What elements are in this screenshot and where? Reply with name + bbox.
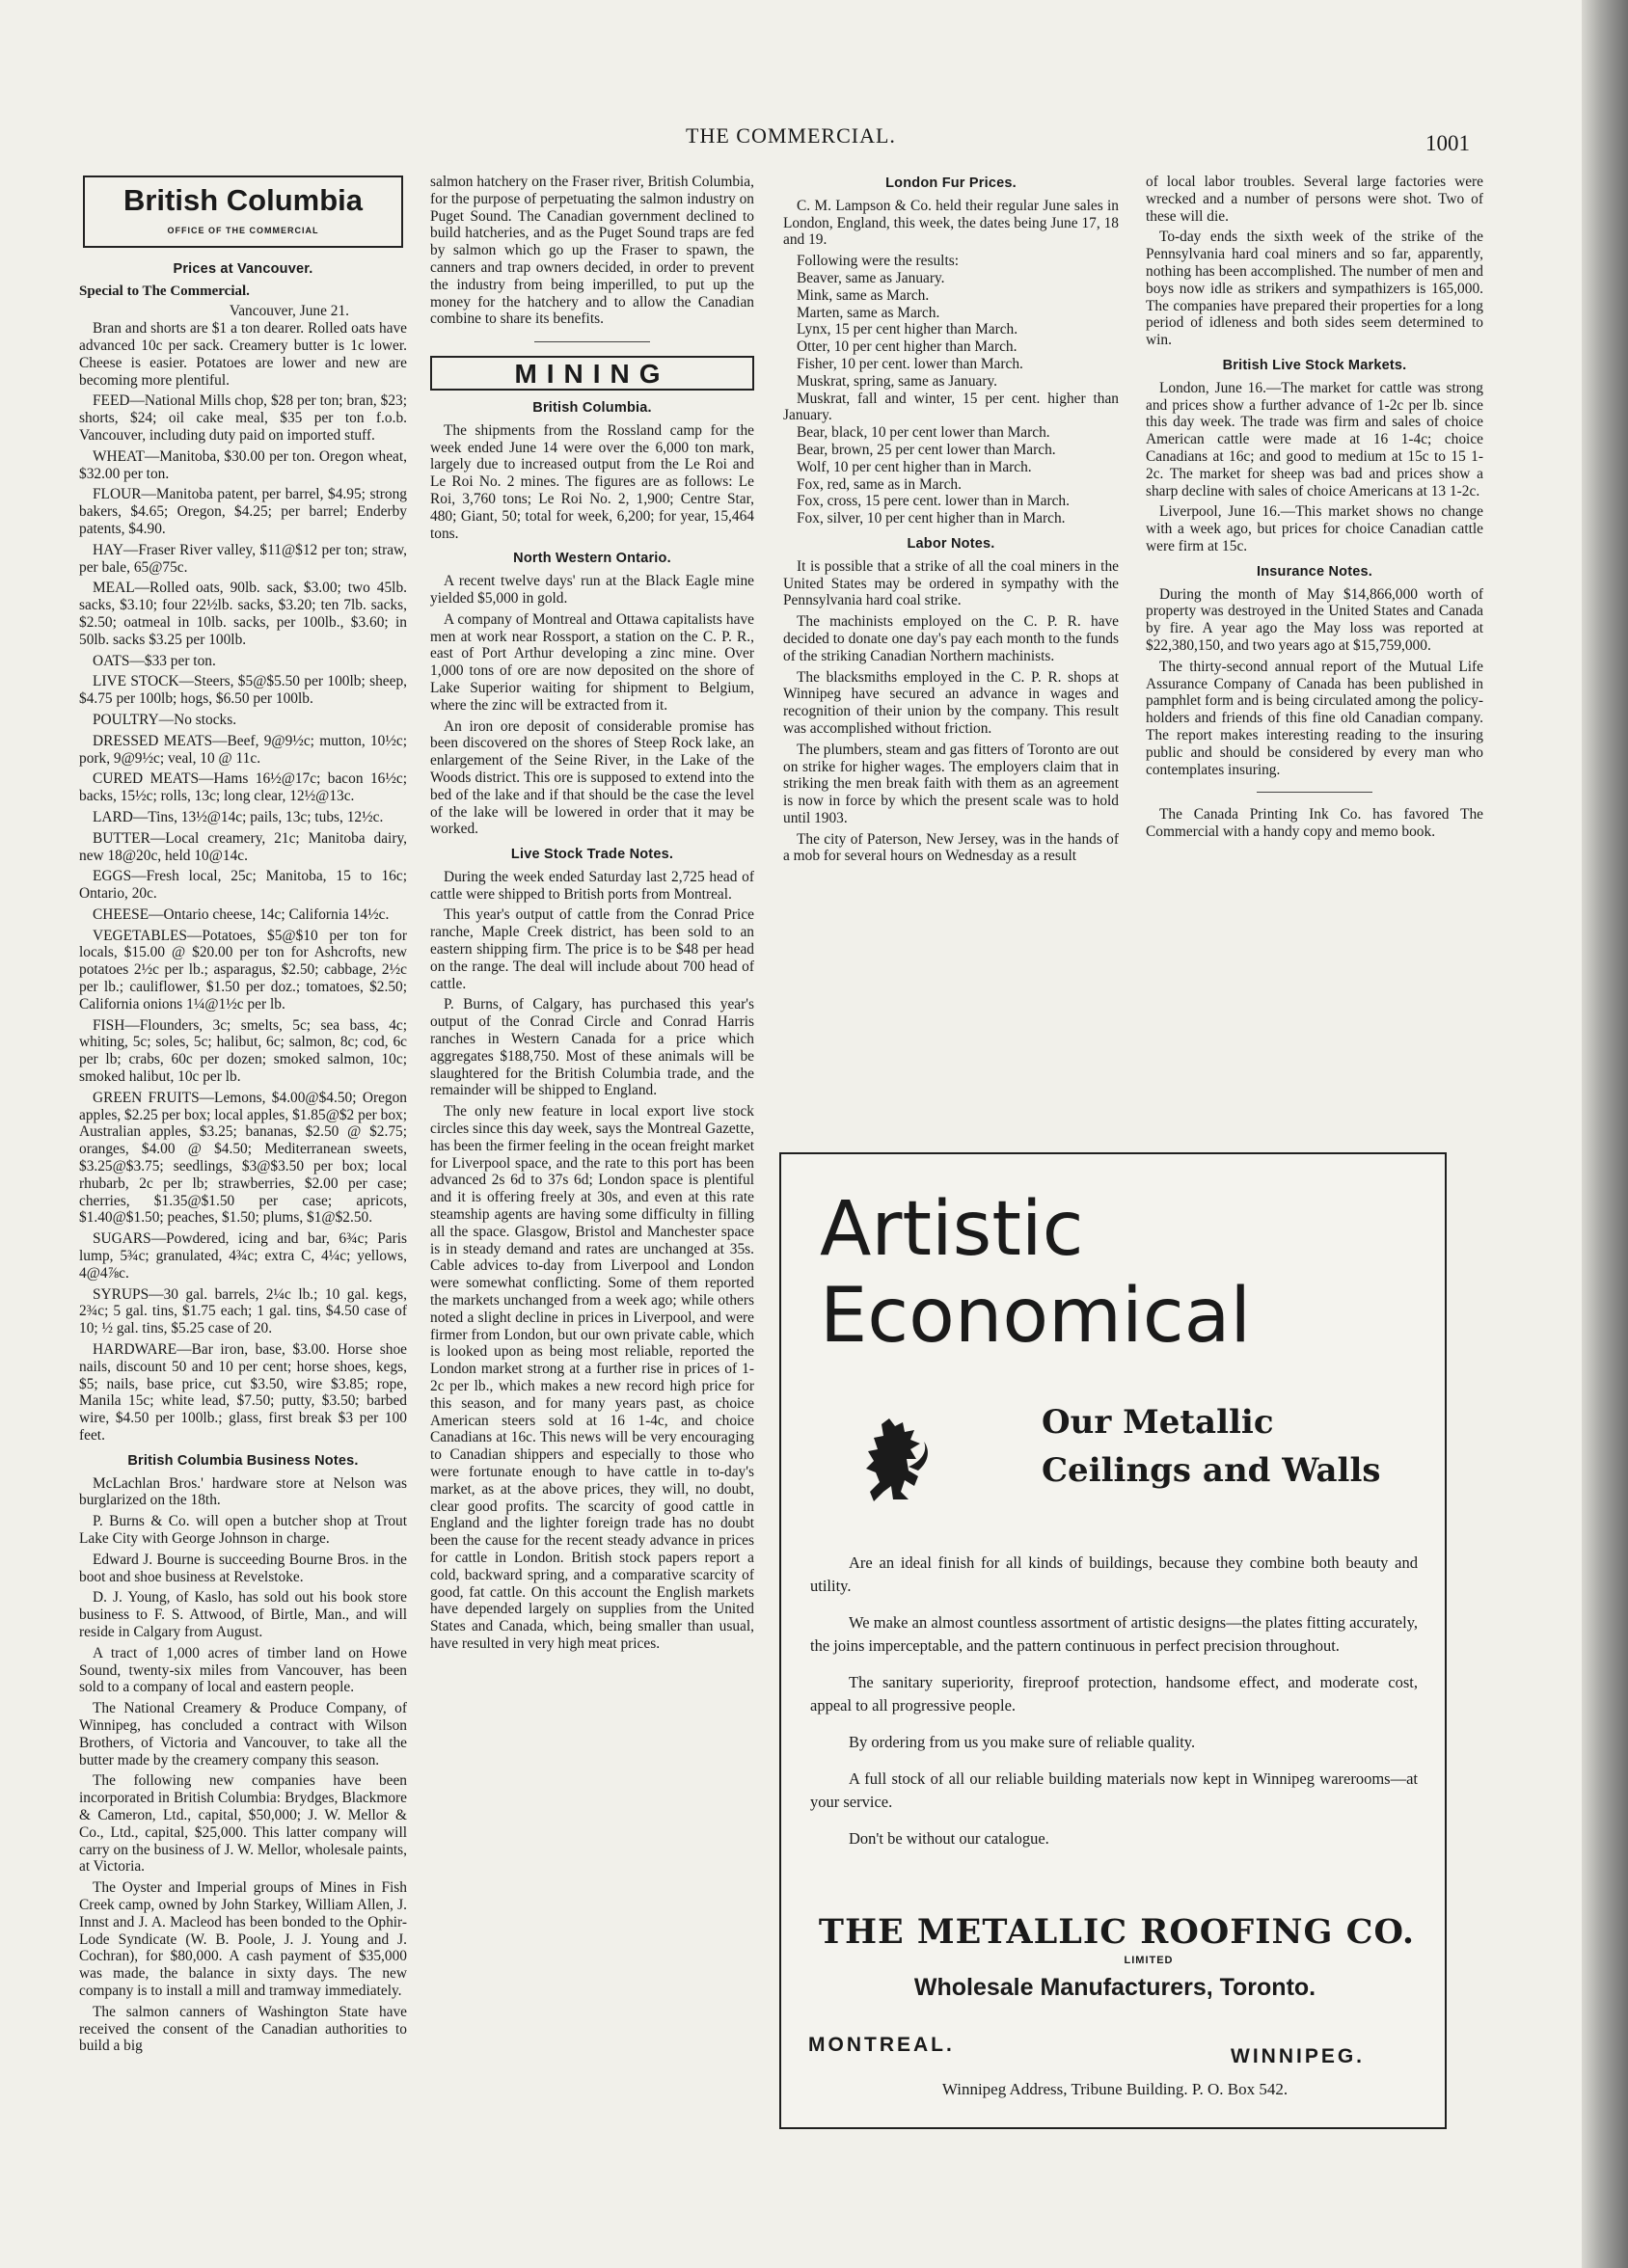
running-title: THE COMMERCIAL. [686, 123, 896, 148]
british-livestock-heading: British Live Stock Markets. [1222, 357, 1407, 373]
news-paragraph: D. J. Young, of Kaslo, has sold out his book store business to F. S. Attwood, of Birtle, Man., and will reside in Calgary from August. [79, 1589, 407, 1640]
ad-subhead-ceilings-walls: Ceilings and Walls [1042, 1451, 1381, 1490]
news-paragraph: This year's output of cattle from the Conrad Price ranche, Maple Creek district, has been sold to an eastern shipping firm. The price is to be $48 per head on the range. The deal will include about 700 head of cattle. [430, 906, 754, 992]
fur-line: Otter, 10 per cent higher than March. [797, 338, 1018, 356]
metallic-roofing-advertisement [779, 1152, 1447, 2129]
ad-company-name: THE METALLIC ROOFING CO. [818, 1912, 1416, 1952]
labor-heading: Labor Notes. [907, 535, 995, 552]
fur-line: Mink, same as March. [797, 286, 930, 304]
news-paragraph: The salmon canners of Washington State have received the consent of the Canadian authorities to build a big [79, 2003, 407, 2055]
news-paragraph: Edward J. Bourne is succeeding Bourne Bros. in the boot and shoe business at Revelstoke. [79, 1551, 407, 1585]
fur-line: Fox, red, same as in March. [797, 475, 962, 493]
ad-paragraph: By ordering from us you make sure of reliable quality. [849, 1733, 1196, 1751]
fur-line: Beaver, same as January. [797, 269, 945, 286]
fur-heading: London Fur Prices. [885, 176, 1017, 191]
fur-results-intro: Following were the results: [797, 253, 959, 270]
news-paragraph: The city of Paterson, New Jersey, was in the hands of a mob for several hours on Wednesday as a result [783, 830, 1119, 865]
news-paragraph: During the week ended Saturday last 2,725 head of cattle were shipped to British ports from Montreal. [430, 868, 754, 903]
news-paragraph: The blacksmiths employed in the C. P. R. shops at Winnipeg have secured an advance in wages and recognition of their union by the company. This result was accomplished without friction. [783, 668, 1119, 737]
news-paragraph: To-day ends the sixth week of the strike of the Pennsylvania hard coal miners and so far, apparently, nothing has been accomplished. The number of men and boys now idle as strikers and sympathizers is 165,000. The companies have prepared their properties for a long period of idleness and both sides seem determined to win. [1146, 229, 1483, 349]
market-paragraph: SUGARS—Powdered, icing and bar, 6¾c; Paris lump, 5¾c; granulated, 4¾c; extra C, 4¼c; yellows, 4@4⅞c. [79, 1230, 407, 1282]
british-columbia-box [83, 176, 403, 248]
market-paragraph: BUTTER—Local creamery, 21c; Manitoba dairy, new 18@20c, held 10@14c. [79, 829, 407, 864]
fur-line: Bear, black, 10 per cent lower than March. [797, 424, 1050, 442]
column-1 [79, 174, 407, 2141]
column-3 [783, 174, 1119, 1099]
fur-line: Muskrat, spring, same as January. [797, 372, 998, 390]
fur-line: Marten, same as March. [797, 304, 940, 321]
mining-bc-heading: British Columbia. [532, 399, 652, 416]
fur-line: Fox, cross, 15 pere cent. lower than in March. [797, 493, 1070, 510]
fur-line: Fisher, 10 per cent. lower than March. [797, 355, 1023, 372]
ad-paragraph: A full stock of all our reliable building materials now kept in Winnipeg warerooms—at your service. [810, 1769, 1418, 1811]
news-paragraph: The thirty-second annual report of the Mutual Life Assurance Company of Canada has been published in pamphlet form and is being circulated among the policy-holders and friends of this fine old Canadian company. The report makes interesting reading to the insuring public and should be considered by every man who contemplates insuring. [1146, 658, 1483, 778]
news-paragraph: The Oyster and Imperial groups of Mines in Fish Creek camp, owned by John Starkey, William Allen, J. Innst and J. A. Macleod has been bonded to the Ophir-Lode Syndicate (W. B. Poole, J. J. Young and J. Cochran), for $80,000. A cash payment of $35,000 was made, the balance in sixty days. The new company is to install a mill and tramway immediately. [79, 1879, 407, 1999]
news-paragraph: McLachlan Bros.' hardware store at Nelson was burglarized on the 18th. [79, 1474, 407, 1509]
ad-headline-economical: Economical [820, 1273, 1252, 1360]
market-paragraph: MEAL—Rolled oats, 90lb. sack, $3.00; two 45lb. sacks, $3.10; four 22½lb. sacks, $3.20; ten 7lb. sacks, $2.50; oatmeal in 10lb. sacks, per 100lb., $3.60; in 50lb. sacks $3.25 per 100lb. [79, 580, 407, 648]
special-line: Special to The Commercial. [79, 283, 250, 299]
column-2 [430, 174, 754, 2141]
news-paragraph: The only new feature in local export live stock circles since this day week, says the Montreal Gazette, has been the firmer feeling in the ocean freight market for Liverpool space, and the rate to this port has been advanced 2s 6d to 37s 6d; London space is plentiful and it is offering freely at 30s, and even at this rate steamship agents are having some difficulty in filling all the space. Glasgow, Bristol and Manchester space is in steady demand and rates are unchanged at 35s. Cable advices to-day from Liverpool and London were somewhat conflicting. Some of them reported the markets unchanged from a week ago; while others noted a slight decline in prices in Liverpool, and were firmer from London, but our own private cable, which is looked upon as being most reliable, reported the London market strong at a further rise in prices of 1-2c per lb., which makes a new record high price for this season, and for many years past, as choice American steers sold at 16 1-4c, and choice Canadians at 16c. This news will be very encouraging to Canadian shippers and especially to those who were fortunate enough to have cattle in to-day's market, as at the above prices, they will, no doubt, clear good profits. The scarcity of good cattle in England and the lighter foreign trade has no doubt been the cause for the recent steady advance in prices for cattle in London. British stock papers report a cold, backward spring, and a comparative scarcity of good, fat cattle. On this account the English markets have depended largely on supplies from the United States and Canada, which, being smaller than usual, have resulted in very high meat prices. [430, 1103, 754, 1652]
market-paragraph: FISH—Flounders, 3c; smelts, 5c; sea bass, 4c; whiting, 5c; soles, 5c; halibut, 6c; salmon, 8c; cod, 6c per lb; crabs, 60c per dozen; smoked salmon, 10c; smoked halibut, 10c per lb. [79, 1016, 407, 1086]
news-paragraph: The National Creamery & Produce Company, of Winnipeg, has concluded a contract with Wilson Brothers, of Victoria and Vancouver, to take all the butter made by the creamery company this season. [79, 1700, 407, 1768]
market-paragraph: LIVE STOCK—Steers, $5@$5.50 per 100lb; sheep, $4.75 per 100lb; hogs, $6.50 per 100lb. [79, 673, 407, 708]
fur-line: Wolf, 10 per cent higher than in March. [797, 458, 1032, 475]
market-paragraph: POULTRY—No stocks. [93, 711, 237, 728]
news-paragraph: A recent twelve days' run at the Black Eagle mine yielded $5,000 in gold. [430, 573, 754, 607]
news-paragraph: The Canada Printing Ink Co. has favored The Commercial with a handy copy and memo book. [1146, 806, 1483, 841]
market-paragraph: FLOUR—Manitoba patent, per barrel, $4.95; strong bakers, $4.65; Oregon, $4.25; per barrel; Enderby patents, $4.90. [79, 486, 407, 537]
ad-city-montreal: MONTREAL. [808, 2034, 955, 2056]
news-paragraph: London, June 16.—The market for cattle was strong and prices show a further advance of 1-2c per lb. since this day week. The trade was firm and sales of choice American cattle were made at 16 1-4c; choice Canadians at 16c; and good to medium at 15c to 15 1-2c. The market for sheep was bad and prices show a sharp decline with sales of choice Americans at 13 1-2c. [1146, 379, 1483, 500]
market-paragraph: EGGS—Fresh local, 25c; Manitoba, 15 to 16c; Ontario, 20c. [79, 868, 407, 903]
divider [1257, 792, 1372, 793]
news-paragraph: Liverpool, June 16.—This market shows no change with a week ago, but prices for choice Canadian cattle were firm at 15c. [1146, 503, 1483, 554]
market-paragraph: VEGETABLES—Potatoes, $5@$10 per ton for locals, $15.00 @ $20.00 per ton for Ashcrofts, new potatoes 2½c per lb.; asparagus, $2.50; cabbage, 2½c per lb.; cauliflower, $1.50 per doz.; tomatoes, $2.50; California onions 1¼@1½c per lb. [79, 927, 407, 1012]
market-paragraph: OATS—$33 per ton. [93, 652, 216, 669]
box-title: British Columbia [122, 183, 363, 217]
market-paragraph: DRESSED MEATS—Beef, 9@9½c; mutton, 10½c; pork, 9@9½c; veal, 10 @ 11c. [79, 732, 407, 767]
ad-address: Winnipeg Address, Tribune Building. P. O. Box 542. [941, 2080, 1289, 2098]
market-paragraph: FEED—National Mills chop, $28 per ton; bran, $23; shorts, $24; oil cake meal, $35 per ton f.o.b. Vancouver, including duty paid on imported stuff. [79, 392, 407, 444]
ad-paragraph: Are an ideal finish for all kinds of buildings, because they combine both beauty and utility. [810, 1553, 1418, 1595]
market-paragraph: LARD—Tins, 13½@14c; pails, 13c; tubs, 12½c. [93, 808, 384, 825]
page-number: 1001 [1425, 131, 1470, 155]
market-paragraph: HARDWARE—Bar iron, base, $3.00. Horse shoe nails, discount 50 and 10 per cent; horse shoes, kegs, $5; nails, base price, cut $3.50, wire $3.85; rope, Manila 15c; white lead, $7.50; putty, $3.50; barbed wire, $4.50 per 100lb.; glass, first break $3 per 100 feet. [79, 1341, 407, 1444]
news-paragraph: The shipments from the Rossland camp for the week ended June 14 were over the 6,000 ton mark, largely due to increased output from the Le Roi and Le Roi No. 2 mines. The figures are as follows: Le Roi, 3,760 tons; Le Roi No. 2, 1,900; Centre Star, 480; Giant, 50; total for week, 6,200; for year, 15,464 tons. [430, 421, 754, 542]
news-paragraph: An iron ore deposit of considerable promise has been discovered on the shores of Steep Rock lake, an enlargement of the Seine River, in the Lake of the Woods district. This ore is supposed to extend into the bed of the lake and if that should be the case the level of the lake will be lowered in order that it may be worked. [430, 717, 754, 838]
market-paragraph: WHEAT—Manitoba, $30.00 per ton. Oregon wheat, $32.00 per ton. [79, 447, 407, 482]
ad-paragraph: The sanitary superiority, fireproof protection, handsome effect, and moderate cost, appeal to all progressive people. [810, 1673, 1418, 1714]
livestock-heading: Live Stock Trade Notes. [510, 847, 674, 863]
insurance-heading: Insurance Notes. [1256, 563, 1373, 580]
column-4 [1146, 174, 1483, 1099]
nwo-heading: North Western Ontario. [513, 551, 671, 567]
fur-line: Bear, brown, 25 per cent lower than March. [797, 441, 1056, 458]
news-paragraph: It is possible that a strike of all the coal miners in the United States may be ordered in sympathy with the Pennsylvania hard coal strike. [783, 557, 1119, 609]
market-paragraph: SYRUPS—30 gal. barrels, 2¼c lb.; 10 gal. kegs, 2¾c; 5 gal. tins, $1.75 each; 1 gal. tins, $4.50 case of 10; ½ gal. tins, $5.25 case of 20. [79, 1285, 407, 1337]
news-paragraph: During the month of May $14,866,000 worth of property was destroyed in the United States and Canada by fire. A year ago the May loss was reported at $22,380,150, and two years ago at $15,759,000. [1146, 585, 1483, 654]
ad-city-winnipeg: WINNIPEG. [1231, 2045, 1366, 2067]
ad-headline-artistic: Artistic [820, 1186, 1084, 1273]
ad-body [810, 1552, 1418, 1864]
continued-paragraph: salmon hatchery on the Fraser river, British Columbia, for the purpose of perpetuating the salmon industry on Puget Sound. The Canadian government declined to build hatcheries, and as the Puget Sound traps are fed by salmon which go up the Fraser to spawn, the canners and trap owners decided, in order to prevent the industry from being imperilled, to put up the money for the hatchery and to allow the Canadian combine to share its benefits. [430, 174, 754, 328]
dateline: Vancouver, June 21. [229, 303, 349, 320]
ad-paragraph: We make an almost countless assortment of artistic designs—the plates fitting accurately, the joins imperceptable, and the pattern continuous in perfect precision throughout. [810, 1613, 1418, 1655]
ad-subhead-our-metallic: Our Metallic [1042, 1403, 1274, 1442]
news-paragraph: A company of Montreal and Ottawa capitalists have men at work near Rossport, a station on the C. P. R., east of Port Arthur developing a zinc mine. Over 1,000 tons of ore are now deposited on the shore of Lake Superior waiting for shipment to Belgium, where the zinc will be extracted from it. [430, 610, 754, 714]
market-paragraph: Bran and shorts are $1 a ton dearer. Rolled oats have advanced 10c per sack. Creamery butter is 1c lower. Cheese is easier. Potatoes are lower and new are becoming more plentiful. [79, 320, 407, 389]
news-paragraph: P. Burns & Co. will open a butcher shop at Trout Lake City with George Johnson in charge. [79, 1513, 407, 1547]
news-paragraph: The machinists employed on the C. P. R. have decided to donate one day's pay each month to the funds of the striking Canadian Northern machinists. [783, 613, 1119, 664]
news-paragraph: The following new companies have been incorporated in British Columbia: Brydges, Blackmore & Cameron, Ltd., capital, $50,000; J. W. Mellor & Co., Ltd., capital, $25,000. This latter company will carry on the business of J. W. Mellor, wholesale paints, at Victoria. [79, 1772, 407, 1876]
market-paragraph: CHEESE—Ontario cheese, 14c; California 14½c. [93, 905, 390, 923]
market-paragraph: GREEN FRUITS—Lemons, $4.00@$4.50; Oregon apples, $2.25 per box; local apples, $1.85@$2 per box; Australian apples, $3.25; bananas, $2.50 @ $2.75; oranges, $4.00 @ $4.50; Mediterranean sweets, $3.25@$3.75; seedlings, $3@$3.50 per box; local rhubarb, 2c per lb; strawberries, $2.00 per case; cherries, $1.35@$1.50 per case; apricots, $1.40@$1.50; peaches, $1.50; plums, $1@$2.50. [79, 1089, 407, 1227]
prices-heading: Prices at Vancouver. [173, 260, 313, 277]
ad-wholesale-line: Wholesale Manufacturers, Toronto. [913, 1974, 1316, 2001]
divider [534, 341, 650, 342]
fur-line: Fox, silver, 10 per cent higher than in March. [797, 510, 1066, 527]
news-paragraph: The plumbers, steam and gas fitters of Toronto are out on strike for higher wages. The employers claim that in striking the men break faith with them as an agreement is now in force by which the present scale was to hold until 1903. [783, 741, 1119, 826]
mining-box: MINING [430, 356, 754, 391]
fur-line: Muskrat, fall and winter, 15 per cent. higher than January. [783, 390, 1119, 424]
news-paragraph: C. M. Lampson & Co. held their regular June sales in London, England, this week, the dates being June 17, 18 and 19. [783, 197, 1119, 249]
bc-notes-heading: British Columbia Business Notes. [127, 1452, 359, 1469]
fur-line: Lynx, 15 per cent higher than March. [797, 321, 1018, 338]
news-paragraph: P. Burns, of Calgary, has purchased this year's output of the Conrad Circle and Conrad Harris ranches in Western Canada for a price which aggregates $188,750. Most of these animals will be slaughtered for the British Columbia trade, and the remainder will be shipped to England. [430, 996, 754, 1099]
continued-paragraph: of local labor troubles. Several large factories were wrecked and a number of persons were shot. Two of these will die. [1146, 174, 1483, 225]
ad-paragraph: Don't be without our catalogue. [849, 1829, 1049, 1848]
scan-edge [1582, 0, 1628, 2268]
ad-limited: LIMITED [1124, 1955, 1174, 1966]
news-paragraph: A tract of 1,000 acres of timber land on Howe Sound, twenty-six miles from Vancouver, has been sold to a company of local and eastern people. [79, 1644, 407, 1696]
box-subtitle: OFFICE OF THE COMMERCIAL [167, 226, 319, 235]
rampant-lion-icon [860, 1417, 934, 1503]
market-paragraph: HAY—Fraser River valley, $11@$12 per ton; straw, per bale, 65@75c. [79, 541, 407, 576]
market-paragraph: CURED MEATS—Hams 16½@17c; bacon 16½c; backs, 15½c; rolls, 13c; long clear, 12½@13c. [79, 770, 407, 805]
